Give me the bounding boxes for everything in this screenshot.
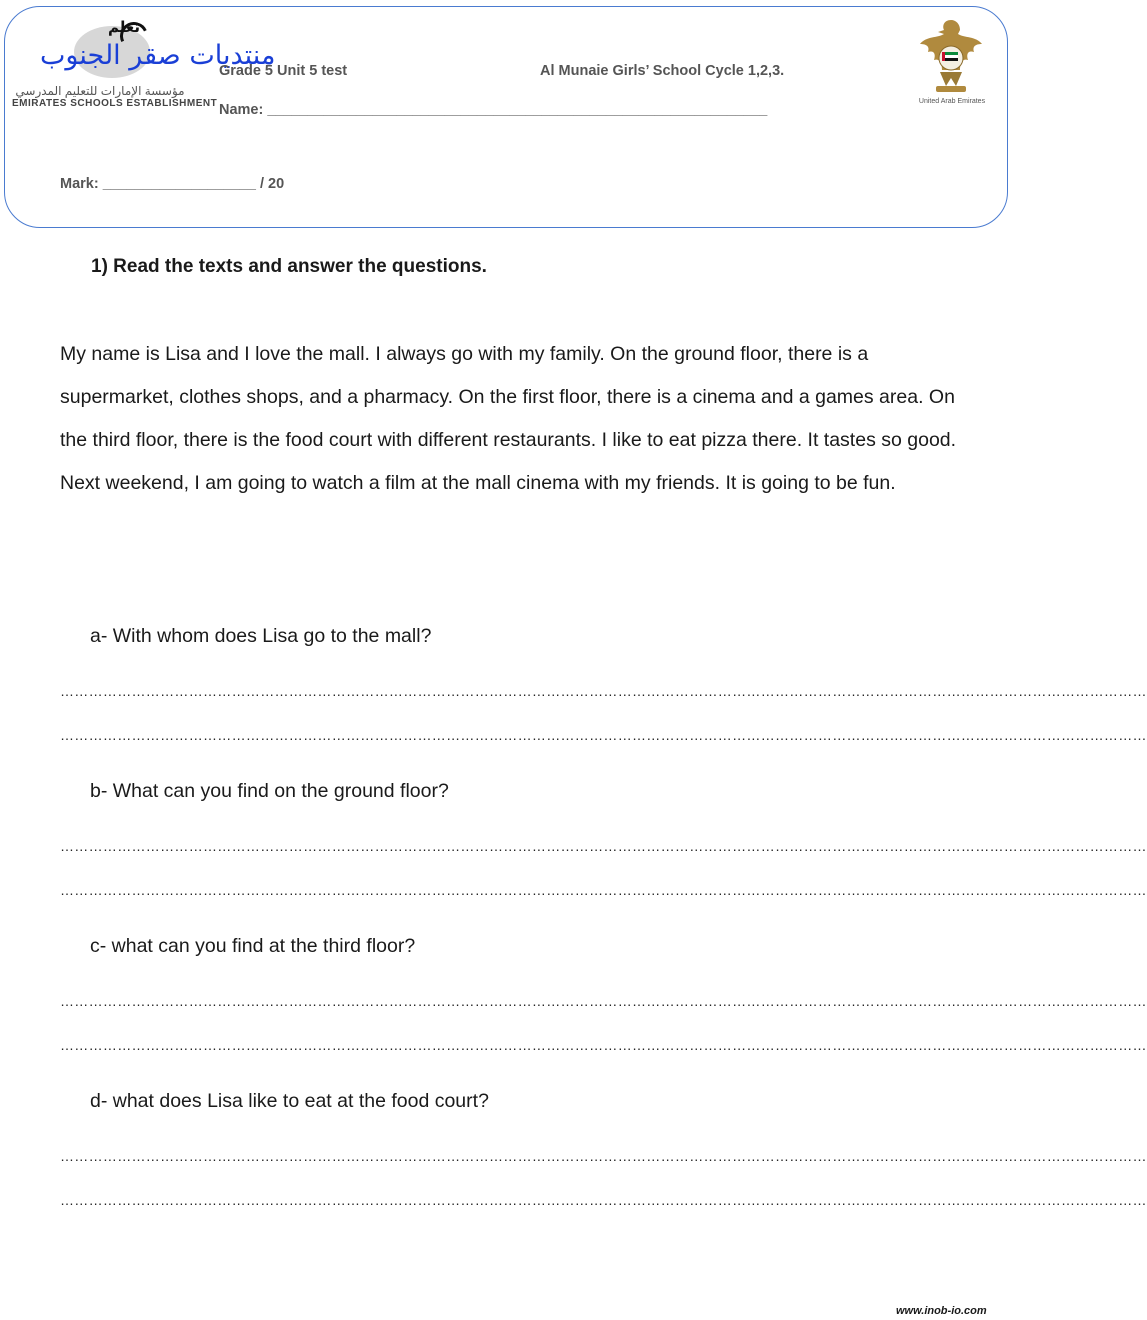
question-c: c- what can you find at the third floor? — [90, 935, 416, 957]
name-field: Name: ______________________________________________________________ — [219, 102, 768, 118]
answer-line[interactable]: ………………………………………………………………………………………………………………………………………………………………………………………………………… — [60, 683, 1147, 699]
answer-line[interactable]: ………………………………………………………………………………………………………………………………………………………………………………………………………… — [60, 882, 1147, 898]
question-d: d- what does Lisa like to eat at the food court? — [90, 1090, 489, 1112]
mark-field: Mark: ___________________ / 20 — [60, 176, 285, 192]
footer-url: www.inob-io.com — [896, 1305, 987, 1317]
forum-watermark: منتديات صقر الجنوب — [40, 40, 276, 71]
answer-line[interactable]: ………………………………………………………………………………………………………………………………………………………………………………………………………… — [60, 1037, 1147, 1053]
answer-line[interactable]: ………………………………………………………………………………………………………………………………………………………………………………………………………… — [60, 1192, 1147, 1208]
section-title: 1) Read the texts and answer the questions. — [91, 256, 487, 277]
uae-emblem-icon — [916, 14, 986, 106]
answer-line[interactable]: ………………………………………………………………………………………………………………………………………………………………………………………………………… — [60, 993, 1147, 1009]
question-a: a- With whom does Lisa go to the mall? — [90, 625, 432, 647]
answer-line[interactable]: ………………………………………………………………………………………………………………………………………………………………………………………………………… — [60, 838, 1147, 854]
emblem-caption: United Arab Emirates — [918, 98, 986, 105]
school-name: Al Munaie Girls’ School Cycle 1,2,3. — [540, 63, 785, 79]
question-b: b- What can you find on the ground floor? — [90, 780, 449, 802]
answer-line[interactable]: ………………………………………………………………………………………………………………………………………………………………………………………………………… — [60, 1148, 1147, 1164]
ese-arabic-name: مؤسسة الإمارات للتعليم المدرسي — [15, 84, 185, 98]
ese-english-name: EMIRATES SCHOOLS ESTABLISHMENT — [12, 98, 218, 109]
answer-line[interactable]: ………………………………………………………………………………………………………………………………………………………………………………………………………… — [60, 727, 1147, 743]
logo-moon-text: تعلم — [108, 19, 140, 36]
test-title: Grade 5 Unit 5 test — [219, 63, 348, 79]
reading-passage: My name is Lisa and I love the mall. I always go with my family. On the ground floor, there is a supermarket, clothes shops, and a pharmacy. On the first floor, there is a cinema and a games area. On the third floor, there is the food court with different restaurants. I like to eat pizza there. It tastes so good. Next weekend, I am going to watch a film at the mall cinema with my friends. It is going to be fun. — [60, 343, 957, 494]
